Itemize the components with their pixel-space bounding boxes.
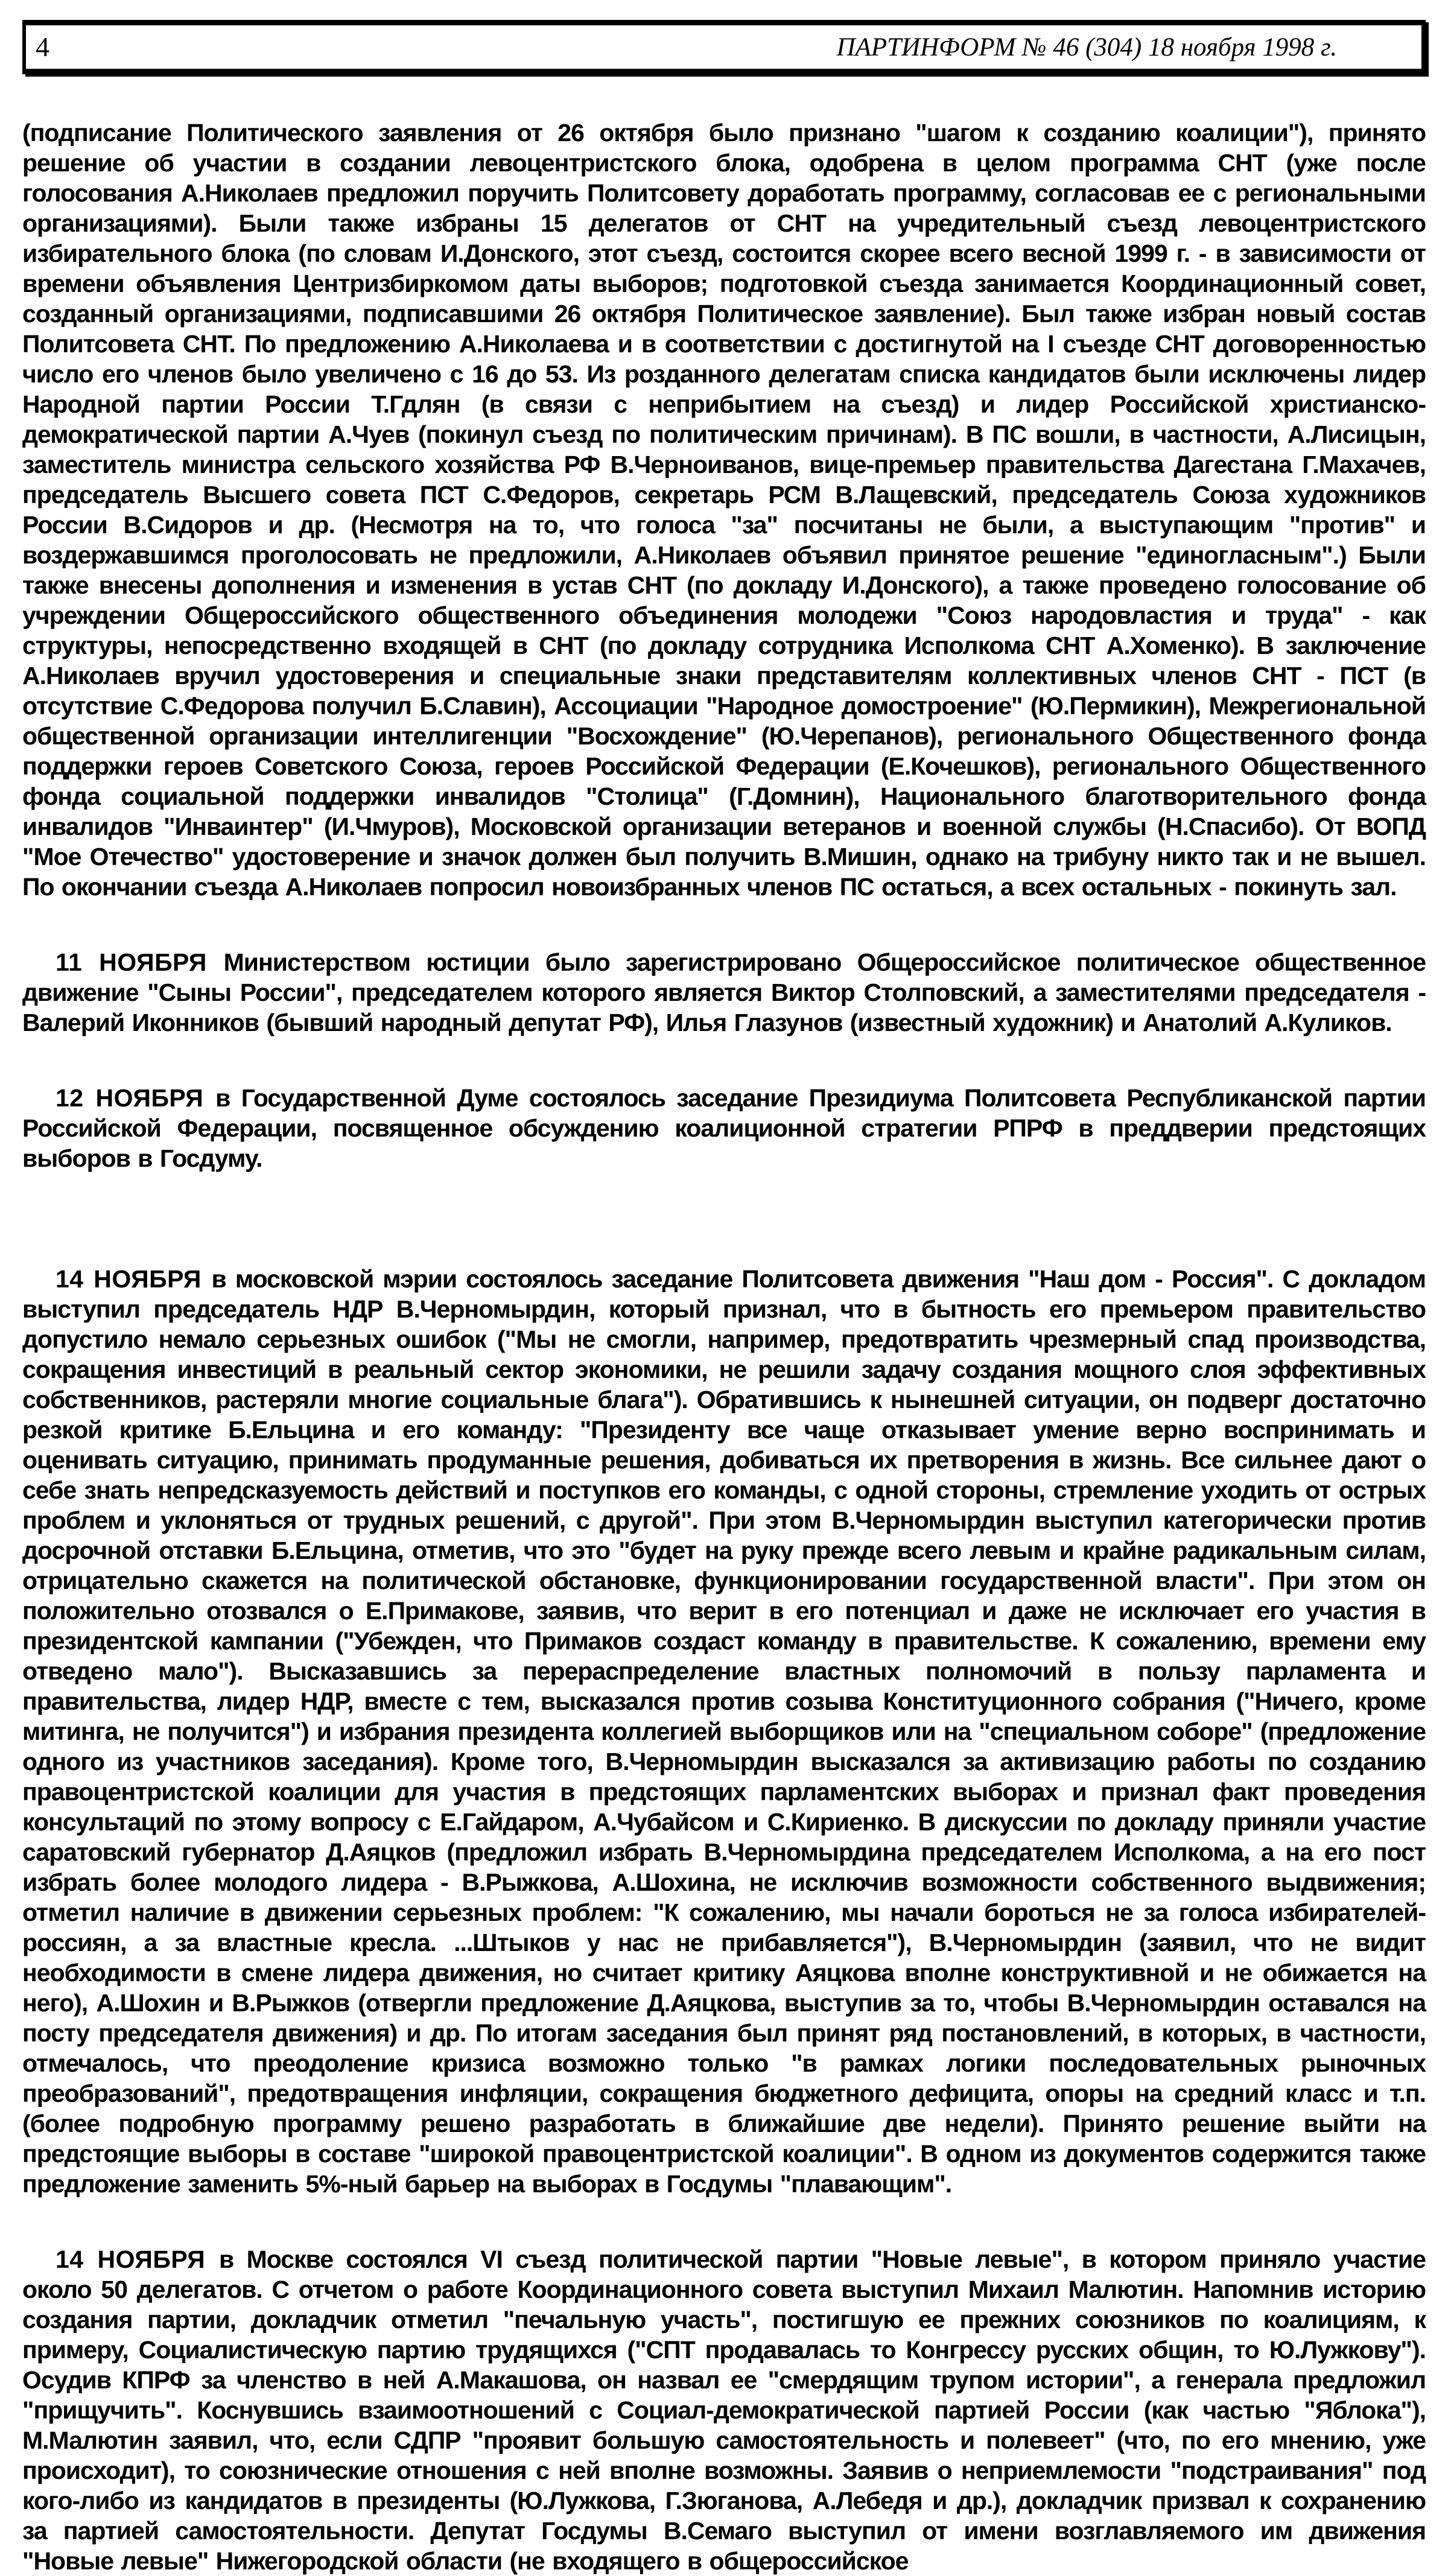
paragraph bbox=[22, 1083, 1426, 1173]
date-lead: 11 НОЯБРЯ bbox=[56, 948, 207, 976]
paragraph-text: (подписание Политического заявления от 26 октября было признано "шагом к созданию коалиции"), принято решение об участии в создании левоцентристского блока, одобрена в целом программа СНТ (уже после голосования А.Николаев предложил поручить Политсовету доработать программу, согласовав ее с региональными организациями). Были также избраны 15 делегатов от СНТ на учредительный съезд левоцентристского избирательного блока (по словам И.Донского, этот съезд, состоится скорее всего весной 1999 г. - в зависимости от времени объявления Центризбиркомом даты выборов; подготовкой съезда занимается Координационный совет, созданный организациями, подписавшими 26 октября Политическое заявление). Был также избран новый состав Политсовета СНТ. По предложению А.Николаева и в соответствии с достигнутой на I съезде СНТ договоренностью число его членов было увеличено с 16 до 53. Из розданного делегатам списка кандидатов были исключены лидер Народной партии России Т.Гдлян (в связи с неприбытием на съезд) и лидер Российской христианско-демократической партии А.Чуев (покинул съезд по политическим причинам). В ПС вошли, в частности, А.Лисицын, заместитель министра сельского хозяйства РФ В.Черноиванов, вице-премьер правительства Дагестана Г.Махачев, председатель Высшего совета ПСТ С.Федоров, секретарь РСМ В.Лащевский, председатель Союза художников России В.Сидоров и др. (Несмотря на то, что голоса "за" посчитаны не были, а выступающим "против" и воздержавшимся проголосовать не предложили, А.Николаев объявил принятое решение "единогласным".) Были также внесены дополнения и изменения в устав СНТ (по докладу И.Донского), а также проведено голосование об учреждении Общероссийского общественного объединения молодежи "Союз народовластия и труда" - как структуры, непосредственно входящей в СНТ (по докладу сотрудника Исполкома СНТ А.Хоменко). В заключение А.Николаев вручил удостоверения и специальные знаки представителям коллективных членов СНТ - ПСТ (в отсутствие С.Федорова получил Б.Славин), Ассоциации "Народное домостроение" (Ю.Пермикин), Межрегиональной общественной организации интеллигенции "Восхождение" (Ю.Черепанов), регионального Общественного фонда поддержки героев Советского Союза, героев Российской Федерации (Е.Кочешков), регионального Общественного фонда социальной поддержки инвалидов "Столица" (Г.Домнин), Национального благотворительного фонда инвалидов "Инваинтер" (И.Чмуров), Московской организации ветеранов и военной службы (Н.Спасибо). От ВОПД "Мое Отечество" удостоверение и значок должен был получить В.Мишин, однако на трибуну никто так и не вышел. По окончании съезда А.Николаев попросил новоизбранных членов ПС остаться, а всех остальных - покинуть зал. bbox=[22, 119, 1426, 901]
date-lead: 14 НОЯБРЯ bbox=[56, 2245, 206, 2273]
paragraph bbox=[22, 1264, 1426, 2199]
date-lead: 12 НОЯБРЯ bbox=[56, 1084, 204, 1112]
paragraph-text: в Москве состоялся VI съезд политической партии "Новые левые", в котором приняло участие около 50 делегатов. С отчетом о работе Координационного совета выступил Михаил Малютин. Напомнив историю создания партии, докладчик отметил "печальную участь", постигшую ее прежних союзников по коалициям, к примеру, Социалистическую партию трудящихся ("СПТ продавалась то Конгрессу русских общин, то Ю.Лужкову"). Осудив КПРФ за членство в ней А.Макашова, он назвал ее "смердящим трупом истории", а генерала предложил "прищучить". Коснувшись взаимоотношений с Социал-демократической партией России (как частью "Яблока"), М.Малютин заявил, что, если СДПР "проявит большую самостоятельность и полевеет" (что, по его мнению, уже происходит), то союзнические отношения с ней вполне возможны. Заявив о неприемлемости "подстраивания" под кого-либо из кандидатов в президенты (Ю.Лужкова, Г.Зюганова, А.Лебедя и др.), докладчик призвал к сохранению за партией самостоятельности. Депутат Госдумы В.Семаго выступил от имени возглавляемого им движения "Новые левые" Нижегородской области (не входящего в общероссийское bbox=[22, 2245, 1426, 2575]
article-body bbox=[22, 118, 1426, 2576]
date-lead: 14 НОЯБРЯ bbox=[56, 1265, 202, 1293]
paragraph bbox=[22, 947, 1426, 1038]
paragraph bbox=[22, 118, 1426, 902]
paragraph-text: Министерством юстиции было зарегистрировано Общероссийское политическое общественное движение "Сыны России", председателем которого является Виктор Столповский, а заместителями председателя - Валерий Иконников (бывший народный депутат РФ), Илья Глазунов (известный художник) и Анатолий А.Куликов. bbox=[22, 948, 1426, 1036]
paragraph bbox=[22, 2244, 1426, 2576]
paragraph-text: в московской мэрии состоялось заседание Политсовета движения "Наш дом - Россия". С докладом выступил председатель НДР В.Черномырдин, который признал, что в бытность его премьером правительство допустило немало серьезных ошибок ("Мы не смогли, например, предотвратить чрезмерный спад производства, сокращения инвестиций в реальный сектор экономики, не решили задачу создания мощного слоя эффективных собственников, растеряли многие социальные блага"). Обратившись к нынешней ситуации, он подверг достаточно резкой критике Б.Ельцина и его команду: "Президенту все чаще отказывает умение верно воспринимать и оценивать ситуацию, принимать продуманные решения, добиваться их претворения в жизнь. Все сильнее дают о себе знать непредсказуемость действий и поступков его команды, с одной стороны, стремление уходить от острых проблем и уклоняться от трудных решений, с другой". При этом В.Черномырдин выступил категорически против досрочной отставки Б.Ельцина, отметив, что это "будет на руку прежде всего левым и крайне радикальным силам, отрицательно скажется на политической обстановке, функционировании государственной власти". При этом он положительно отозвался о Е.Примакове, заявив, что верит в его потенциал и даже не исключает его участия в президентской кампании ("Убежден, что Примаков создаст команду в правительстве. К сожалению, времени ему отведено мало"). Высказавшись за перераспределение властных полномочий в пользу парламента и правительства, лидер НДР, вместе с тем, высказался против созыва Конституционного собрания ("Ничего, кроме митинга, не получится") и избрания президента коллегией выборщиков или на "специальном соборе" (предложение одного из участников заседания). Кроме того, В.Черномырдин высказался за активизацию работы по созданию правоцентристской коалиции для участия в предстоящих парламентских выборах и признал факт проведения консультаций по этому вопросу с Е.Гайдаром, А.Чубайсом и С.Кириенко. В дискуссии по докладу приняли участие саратовский губернатор Д.Аяцков (предложил избрать В.Черномырдина председателем Исполкома, а на его пост избрать более молодого лидера - В.Рыжкова, А.Шохина, не исключив возможности собственного выдвижения; отметил наличие в движении серьезных проблем: "К сожалению, мы начали бороться не за голоса избирателей-россиян, а за властные кресла. ...Штыков у нас не прибавляется"), В.Черномырдин (заявил, что не видит необходимости в смене лидера движения, но считает критику Аяцкова вполне конструктивной и не обижается на него), А.Шохин и В.Рыжков (отвергли предложение Д.Аяцкова, выступив за то, чтобы В.Черномырдин оставался на посту председателя движения) и др. По итогам заседания был принят ряд постановлений, в которых, в частности, отмечалось, что преодоление кризиса возможно только "в рамках логики последовательных рыночных преобразований", предотвращения инфляции, сокращения бюджетного дефицита, опоры на средний класс и т.п. (более подробную программу решено разработать в ближайшие две недели). Принято решение выйти на предстоящие выборы в составе "широкой правоцентристской коалиции". В одном из документов содержится также предложение заменить 5%-ный барьер на выборах в Госдумы "плавающим". bbox=[22, 1265, 1426, 2198]
page-header bbox=[22, 20, 1426, 74]
page-number: 4 bbox=[36, 31, 49, 62]
issue-title: ПАРТИНФОРМ № 46 (304) 18 ноября 1998 г. bbox=[836, 33, 1337, 62]
paragraph-text: в Государственной Думе состоялось заседание Президиума Политсовета Республиканской партии Российской Федерации, посвященное обсуждению коалиционной стратегии РПРФ в преддверии предстоящих выборов в Госдуму. bbox=[22, 1084, 1426, 1172]
